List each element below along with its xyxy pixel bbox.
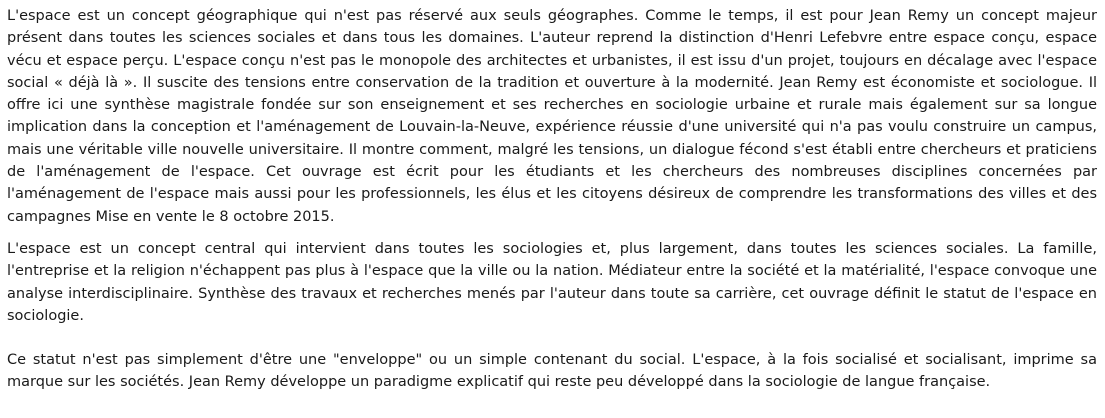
description-paragraph-1: L'espace est un concept géographique qui n'est pas réservé aux seuls géographes. Comme le temps, il est pour Jean Remy un concept majeur présent dans toutes les sciences sociales et dans tous les domaines. L'auteur reprend la distinction d'Henri Lefebvre entre espace conçu, espace vécu et espace perçu. L'espace conçu n'est pas le monopole des architectes et urbanistes, il est issu d'un projet, toujours en décalage avec l'espace social « déjà là ». Il suscite des tensions entre conservation de la tradition et ouverture à la modernité. Jean Remy est économiste et sociologue. Il offre ici une synthèse magistrale fondée sur son enseignement et ses recherches en sociologie urbaine et rurale mais également sur sa longue implication dans la conception et l'aménagement de Louvain-la-Neuve, expérience réussie d'une université qui n'a pas voulu construire un campus, mais une véritable ville nouvelle universitaire. Il montre comment, malgré les tensions, un dialogue fécond s'est établi entre chercheurs et praticiens de l'aménagement de l'espace. Cet ouvrage est écrit pour les étudiants et les chercheurs des nombreuses disciplines concernées par l'aménagement de l'espace mais aussi pour les professionnels, les élus et les citoyens désireux de comprendre les transformations des villes et des campagnes Mise en vente le 8 octobre 2015.: [7, 8, 1097, 225]
description-paragraph-3: Ce statut n'est pas simplement d'être une "enveloppe" ou un simple contenant du social. L'espace, à la fois socialisé et socialisant, imprime sa marque sur les sociétés. Jean Remy développe un paradigme explicatif qui reste peu développé dans la sociologie de langue française.: [7, 352, 1097, 391]
description-paragraph-2: L'espace est un concept central qui intervient dans toutes les sociologies et, plus largement, dans toutes les sciences sociales. La famille, l'entreprise et la religion n'échappent pas plus à l'espace que la ville ou la nation. Médiateur entre la société et la matérialité, l'espace convoque une analyse interdisciplinaire. Synthèse des travaux et recherches menés par l'auteur dans toute sa carrière, cet ouvrage définit le statut de l'espace en sociologie.: [7, 240, 1097, 324]
